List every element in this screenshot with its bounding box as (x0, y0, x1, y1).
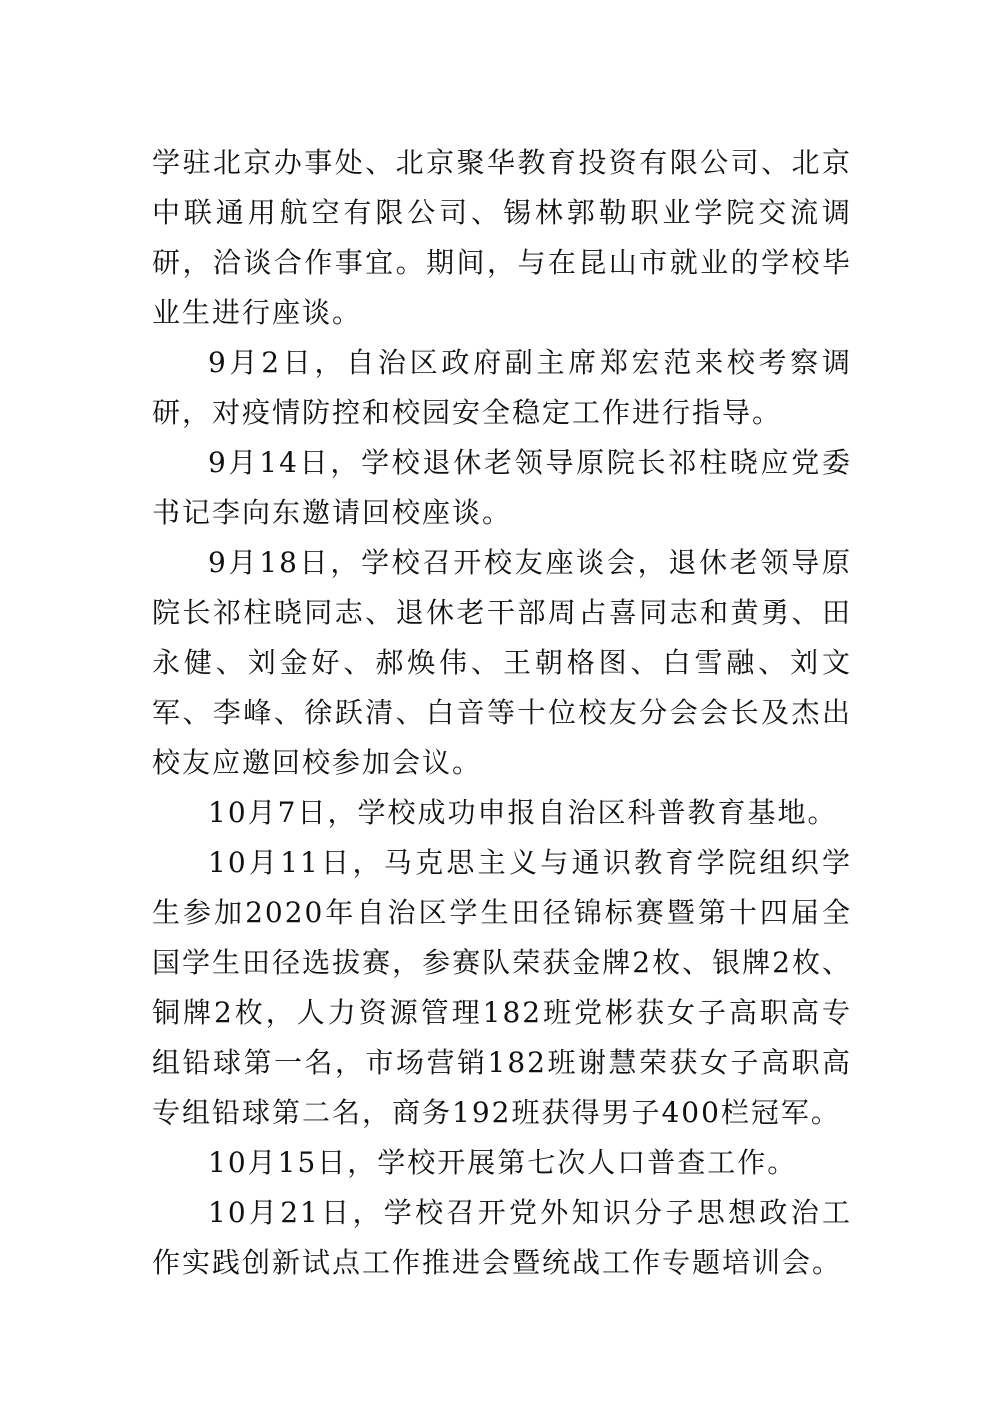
paragraph-3: 9月14日，学校退休老领导原院长祁柱晓应党委书记李向东邀请回校座谈。 (152, 446, 852, 529)
paragraph-8: 10月21日，学校召开党外知识分子思想政治工作实践创新试点工作推进会暨统战工作专题培训会。 (152, 1196, 852, 1279)
paragraph-7: 10月15日，学校开展第七次人口普查工作。 (208, 1146, 798, 1179)
paragraph-6: 10月11日，马克思主义与通识教育学院组织学生参加2020年自治区学生田径锦标赛暨第十四届全国学生田径选拔赛，参赛队荣获金牌2枚、银牌2枚、铜牌2枚，人力资源管理182班党彬获女子高职高专组铅球第一名，市场营销182班谢慧荣获女子高职高专组铅球第二名，商务192班获得男子400栏冠军。 (152, 846, 852, 1129)
paragraph-5: 10月7日，学校成功申报自治区科普教育基地。 (208, 796, 838, 829)
paragraph-2: 9月2日，自治区政府副主席郑宏范来校考察调研，对疫情防控和校园安全稳定工作进行指导。 (152, 346, 852, 429)
paragraph-4: 9月18日，学校召开校友座谈会，退休老领导原院长祁柱晓同志、退休老干部周占喜同志和黄勇、田永健、刘金好、郝焕伟、王朝格图、白雪融、刘文军、李峰、徐跃清、白音等十位校友分会会长及杰出校友应邀回校参加会议。 (152, 546, 852, 779)
paragraph-1: 学驻北京办事处、北京聚华教育投资有限公司、北京中联通用航空有限公司、锡林郭勒职业学院交流调研，洽谈合作事宜。期间，与在昆山市就业的学校毕业生进行座谈。 (152, 146, 852, 329)
document-body (152, 138, 852, 1288)
